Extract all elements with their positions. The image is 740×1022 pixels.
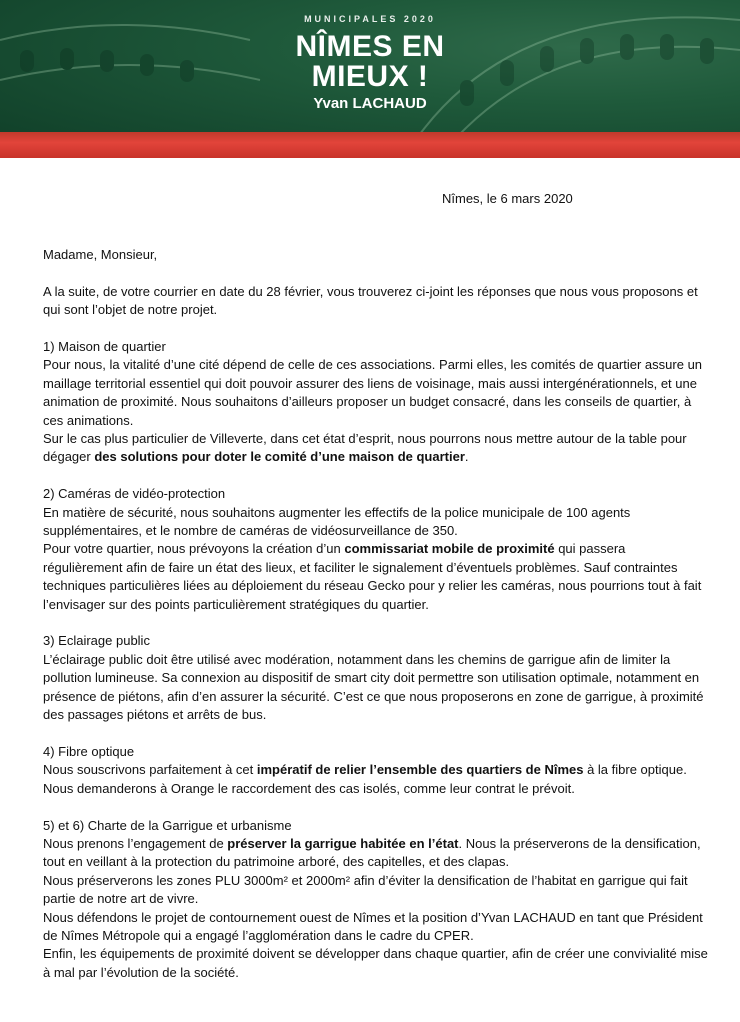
- text-run: qui passera régulièrement afin de faire un état des lieux, et faciliter le signalement d’éventuels problèmes. Sauf contraintes techniques particulières liées au déploiement du réseau Gecko pour y relier les caméras, nous pourrions tout à fait l’envisager sur des points particulièrement stratégiques du quartier.: [43, 541, 702, 612]
- emphasis: préserver la garrigue habitée en l’état: [227, 835, 459, 851]
- section-1-paragraph-1: Pour nous, la vitalité d’une cité dépend de celle de ces associations. Parmi elles, les comités de quartier assure un maillage territorial essentiel qui doit pouvoir assurer des liens de voisinage, mais aussi intergénérationnels, et une animation de proximité. Nous souhaitons d’ailleurs proposer un budget consacré, dans les conseils de quartier, à ces animations.: [43, 357, 703, 428]
- slogan-line-2: MIEUX !: [311, 60, 429, 93]
- emphasis: impératif de relier l’ensemble des quartiers de Nîmes: [256, 762, 584, 778]
- section-5-heading: 5) et 6) Charte de la Garrigue et urbanisme: [43, 817, 292, 833]
- campaign-banner: [0, 0, 740, 158]
- section-2-paragraph-2: [43, 540, 708, 614]
- section-4-paragraph-1: [43, 761, 708, 798]
- section-5-paragraph-3: Nous défendons le projet de contournement ouest de Nîmes et la position d’Yvan LACHAUD en tant que Président de Nîmes Métropole qui a engagé l’agglomération dans le cadre du CPER.: [43, 909, 703, 943]
- section-5-paragraph-1: [43, 835, 708, 872]
- text-run: .: [464, 449, 469, 465]
- section-2-heading: 2) Caméras de vidéo-protection: [43, 486, 226, 502]
- campaign-logo: [0, 14, 740, 112]
- section-3-heading: 3) Eclairage public: [43, 633, 150, 649]
- letter-body: [43, 246, 708, 982]
- section-4-heading: 4) Fibre optique: [43, 743, 135, 759]
- text-run: . Nous la préserverons de la densification, tout en veillant à la protection du patrimoine arboré, des capitelles, et des clapas.: [43, 835, 701, 870]
- text-run: Nous souscrivons parfaitement à cet: [43, 762, 257, 778]
- text-run: Nous prenons l’engagement de: [43, 835, 228, 851]
- section-5-paragraph-2: Nous préserverons les zones PLU 3000m² et 2000m² afin d’éviter la densification de l’habitat en garrigue qui fait partie de notre art de vivre.: [43, 872, 688, 907]
- section-1-paragraph-2: [43, 430, 708, 467]
- emphasis: commissariat mobile de proximité: [344, 541, 555, 557]
- section-5-paragraph-4: Enfin, les équipements de proximité doivent se développer dans chaque quartier, afin de créer une convivialité mise à mal par l’évolution de la société.: [43, 946, 708, 980]
- intro-paragraph: A la suite, de votre courrier en date du 28 février, vous trouverez ci-joint les réponses que nous vous proposons et qui sont l’objet de notre projet.: [43, 283, 698, 318]
- salutation: Madame, Monsieur,: [43, 247, 158, 262]
- election-kicker: MUNICIPALES 2020: [304, 14, 436, 24]
- red-band: [0, 132, 740, 158]
- slogan-line-1: NÎMES EN: [295, 30, 445, 63]
- letter-date: Nîmes, le 6 mars 2020: [442, 191, 573, 206]
- emphasis: des solutions pour doter le comité d’une maison de quartier: [94, 449, 465, 465]
- section-2-paragraph-1: En matière de sécurité, nous souhaitons augmenter les effectifs de la police municipale de 100 agents supplémentaires, et le nombre de caméras de vidéosurveillance de 350.: [43, 504, 631, 539]
- section-1-heading: 1) Maison de quartier: [43, 339, 166, 354]
- text-run: Sur le cas plus particulier de Villeverte, dans cet état d’esprit, nous pourrons nous mettre autour de la table pour dégager: [43, 431, 687, 465]
- text-run: Pour votre quartier, nous prévoyons la création d’un: [43, 541, 345, 557]
- text-run: à la fibre optique. Nous demanderons à Orange le raccordement des cas isolés, comme leur contrat le prévoit.: [43, 762, 687, 796]
- section-3-paragraph-1: L’éclairage public doit être utilisé avec modération, notamment dans les chemins de garrigue afin de limiter la pollution lumineuse. Sa connexion au dispositif de smart city doit permettre son utilisation optimale, notamment en présence de piétons, afin d’en assurer la sécurité. C’est ce que nous proposerons en zone de garrigue, à proximité des passages piétons et arrêts de bus.: [43, 651, 704, 723]
- candidate-name: Yvan LACHAUD: [313, 95, 427, 112]
